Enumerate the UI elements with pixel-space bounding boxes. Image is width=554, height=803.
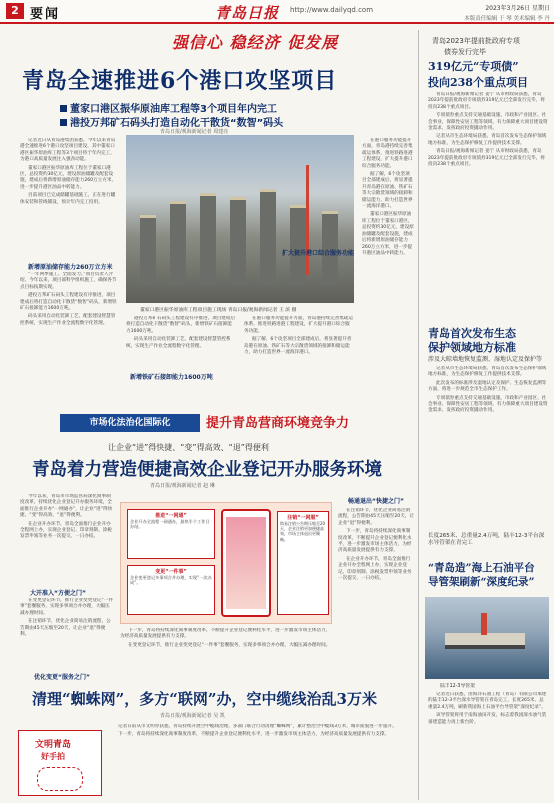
section-title: 要闻 <box>30 7 61 22</box>
story2-column-3: 在注销环节，优化企业简易注销流程，公告期由45天压缩至20天，让企业“退”得便利。 下一步，青岛将持续深化商事制度改革，不断提升企业登记便利化水平，进一步激发市场主体活力，为经济高质量发展提供有力支撑。 在企业开办环节，青岛全面推行企业开办全程网上办，实现企业登记、印章刻制、涂税发票申领等业务一次提交、一日办结。 <box>338 508 414 582</box>
newspaper-logo: 青岛日报 <box>215 4 280 22</box>
lead-column-3: 在港口服务功能提升方面，青岛港持续完善集疏运体系，推进铁路进港工程建设，扩大提升港口综合服务功能。 据了解，6个攻坚项目全部建成后，将显著提升青岛港在原油、铁矿石等大宗散货领域的接卸和储运能力，助力打造世界一流海洋港口。 <box>244 316 354 356</box>
service-infographic <box>120 502 332 624</box>
lead-column-4: 在港口服务功能提升方面，青岛港持续完善集疏运体系，推进铁路进港工程建设，扩大提升港口综合服务功能。 据了解，6个攻坚项目全部建成后，将显著提升青岛港在原油、铁矿石等大宗散货领域的接卸和储运能力，助力打造世界一流海洋港口。 董家口港区振华原油库工程位于董家口港区，总投资约30亿元，建设原油储罐及配套设施，建成后将新增原油储存能力260万立方米，进一步提升港区油品中转能力。 <box>362 138 414 256</box>
infographic-box-1: 推进“一网通” 企业开办全流程一网通办，最快半个工作日办结。 <box>127 509 215 559</box>
lead-headline[interactable]: 青岛全速推进6个港口攻坚项目 <box>22 68 338 94</box>
story2-column-2: 下一步，青岛将持续深化商事制度改革，不断提升企业登记便利化水平，进一步激发市场主体活力，为经济高质量发展提供有力支撑。 在变更登记环节，推行企业变更登记“一件事”套餐服务，实现多事项合并办理，大幅压减办理时间。 <box>120 628 331 648</box>
photo-caption: 董家口港区振华原油库工程项目施工现场 青岛日报/观海新闻记者 王 滨 摄 <box>140 308 297 313</box>
masthead <box>0 0 554 24</box>
lead-column-1: 记者近日从青岛港集团获悉，今年以来青岛港全速推进6个港口攻坚项目建设，其中董家口港区振华原油库工程等3个项目将于年内完工，为港口高质量发展注入强劲动能。 董家口港区振华原油库工程位于董家口港区，总投资约30亿元，建设原油储罐及配套设施，建成后将新增原油储存能力260万立方米，进一步提升港区油品中转能力。 目前项目已完成储罐基础施工，正在进行罐体安装和管线铺设，预计年内完工投用。 <box>20 138 117 205</box>
right-story2-body: 记者从市生态环境局获悉，青岛首次发布生态保护领域地方标准，为生态保护修复工作提供技术支撑。 此次发布的标准涉及湿地认定及保护、生态恢复监测等方面，将进一步规范全市生态保护工作。 专项债券重点支持交通基础设施、市政和产业园区、社会事业、保障性安居工程等领域，有力保障重大项目建设资金需求，发挥政府投资撬动作用。 <box>428 366 548 414</box>
port-construction-photo <box>126 135 354 303</box>
right-story2-headline-2[interactable]: 保护领域地方标准 <box>428 341 516 354</box>
lead-column-1b: “一年两季施工、全面发力。”项目负责人介绍，今年以来，项目部科学组织施工，确保各节点目标按期实现。 港投万邦矿石码头工程建设有序推进，项目建成后将打造自动化干散货“数智”码头，新增铁矿石接卸能力1600万吨。 码头采用自动化装卸工艺，配套建设智慧管控系统，实现生产作业全流程数字化管理。 <box>20 272 117 326</box>
infographic-card: 注销“一网服” 简易注销公告期压缩至20天，企业注销更加便捷高效，市场主体退出更顺畅。 <box>277 511 329 615</box>
right-story3-kicker: 长度265米、总重量2.4万吨，陆丰12-3平台深水导管架在青完工 <box>428 533 545 546</box>
right-story3-headline-2[interactable]: 导管架刷新“深度纪录” <box>428 576 535 588</box>
campaign-slogan: 强信心 稳经济 促发展 <box>171 33 339 52</box>
editor-credits: 本版责任编辑 于 琴 美术编辑 李 丹 <box>464 16 550 22</box>
right-story3-headline-1[interactable]: “青岛造”海上石油平台 <box>428 562 535 574</box>
bullet-square-icon <box>60 119 67 126</box>
camera-doodle-icon <box>37 767 83 791</box>
story2-column-1: 今年以来，青岛市市场监管局深化商事制度改革，持续优化企业登记开办服务环境，全面推行企业开办“一网通办”，让企业“进”得快捷、“变”得高效、“退”得便利。 在企业开办环节，青岛全面推行企业开办全程网上办，实现企业登记、印章刻制、涂税发票申领等业务一次提交、一日办结。 <box>20 494 113 540</box>
subhead-crude-oil: 新增原油储存能力260万立方米 <box>28 264 113 271</box>
jacket-platform-photo <box>425 597 549 679</box>
right-story1-kicker-2: 债券发行完毕 <box>444 48 486 56</box>
lead-subhead-2: 港投万邦矿石码头打造自动化干散货“数智”码头 <box>60 114 283 129</box>
story3-headline[interactable]: 清理“蜘蛛网”，多方“联网”办，空中缆线治乱3万米 <box>32 690 377 708</box>
story3-byline: 青岛日报/观海新闻记者 吴 凯 <box>160 713 225 719</box>
right-story1-headline-2[interactable]: 投向238个重点项目 <box>428 76 528 89</box>
subhead-services: 扩大提升港口综合服务功能 <box>282 250 355 257</box>
right-story2-headline-1[interactable]: 青岛首次发布生态 <box>428 327 516 340</box>
issue-date: 2023年3月26日 星期日 <box>485 5 550 12</box>
subhead-iron-ore: 新增铁矿石接卸能力1600万吨 <box>130 374 213 381</box>
story2-byline: 青岛日报/观海新闻记者 赵 琳 <box>150 483 215 489</box>
page-number: 2 <box>6 3 24 19</box>
lead-subhead-1: 董家口港区振华原油库工程等3个项目年内完工 <box>60 100 277 115</box>
right-photo-caption: 陆丰12-3导管架 <box>440 684 475 689</box>
banner-left-label: 市场化法治化国际化 <box>60 414 200 432</box>
infographic-box-2: 变更“一件事” 企业变更登记多事项合并办理，实现“一次办成”。 <box>127 565 215 615</box>
right-story1-kicker: 青岛2023年提前批政府专项 <box>432 37 520 45</box>
subhead-change: 优化变更“服务之门” <box>34 674 90 681</box>
subhead-exit: 畅通退出“快捷之门” <box>348 498 404 505</box>
story2-kicker: 让企业“进”得快捷、“变”得高效、“退”得便利 <box>108 443 269 452</box>
site-url[interactable]: http://www.dailyqd.com <box>290 6 374 14</box>
bullet-square-icon <box>60 105 67 112</box>
right-story1-headline-1[interactable]: 319亿元“专项债” <box>428 60 519 73</box>
subhead-entry: 大开准入“方便之门” <box>30 590 86 597</box>
story3-body: 记者日前从市文明办获悉，青岛持续开展空中缆线治理，多部门联合行动清理“蜘蛛网”，累计整治空中缆线3万米，城市面貌进一步提升。 下一步，青岛将持续深化商事制度改革，不断提升企业登记便利化水平，进一步激发市场主体活力，为经济高质量发展提供有力支撑。 <box>118 724 397 738</box>
civil-qingdao-badge: 文明青岛 好手拍 <box>18 730 102 796</box>
right-story1-body: 青岛日报/观海新闻记者 姜宁 从市财政局获悉，青岛2023年提前批政府专项债券319亿元已全部发行完毕，将投向238个重点项目。 专项债券重点支持交通基础设施、市政和产业园区、社会事业、保障性安居工程等领域，有力保障重大项目建设资金需求，发挥政府投资撬动作用。 记者从市生态环境局获悉，青岛首次发布生态保护领域地方标准，为生态保护修复工作提供技术支撑。 青岛日报/观海新闻记者 姜宁 从市财政局获悉，青岛2023年提前批政府专项债券319亿元已全部发行完毕，将投向238个重点项目。 <box>428 92 548 168</box>
banner-right-title: 提升青岛营商环境竞争力 <box>206 416 350 431</box>
right-story2-subhead: 涉及大晾墙地恢复监测、湿地认定及保护等 <box>428 356 543 363</box>
series-banner <box>60 410 400 436</box>
lead-byline: 青岛日报/观海新闻记者 周建亮 <box>160 129 229 135</box>
story2-column-1b: 在变更登记环节，推行企业变更登记“一件事”套餐服务，实现多事项合并办理，大幅压减办理时间。 在注销环节，优化企业简易注销流程，公告期由45天压缩至20天，让企业“退”得便利。 <box>20 598 114 638</box>
lead-column-2: 港投万邦矿石码头工程建设有序推进，项目建成后将打造自动化干散货“数智”码头，新增铁矿石接卸能力1600万吨。 码头采用自动化装卸工艺，配套建设智慧管控系统，实现生产作业全流程数字化管理。 <box>126 316 236 349</box>
story2-headline[interactable]: 青岛着力营造便捷高效企业登记开办服务环境 <box>32 460 382 480</box>
right-story3-body: 记者近日获悉，由海洋石油工程（青岛）有限公司承建的陆丰12-3平台深水导管架在青岛完工，长度265米、总重量2.4万吨，刷新我国海上石油平台导管架“深度纪录”。 该导管架将用于南海油田开发，标志着我国深水油气装备建造能力再上新台阶。 <box>428 692 547 725</box>
phone-illustration-icon <box>221 509 271 617</box>
